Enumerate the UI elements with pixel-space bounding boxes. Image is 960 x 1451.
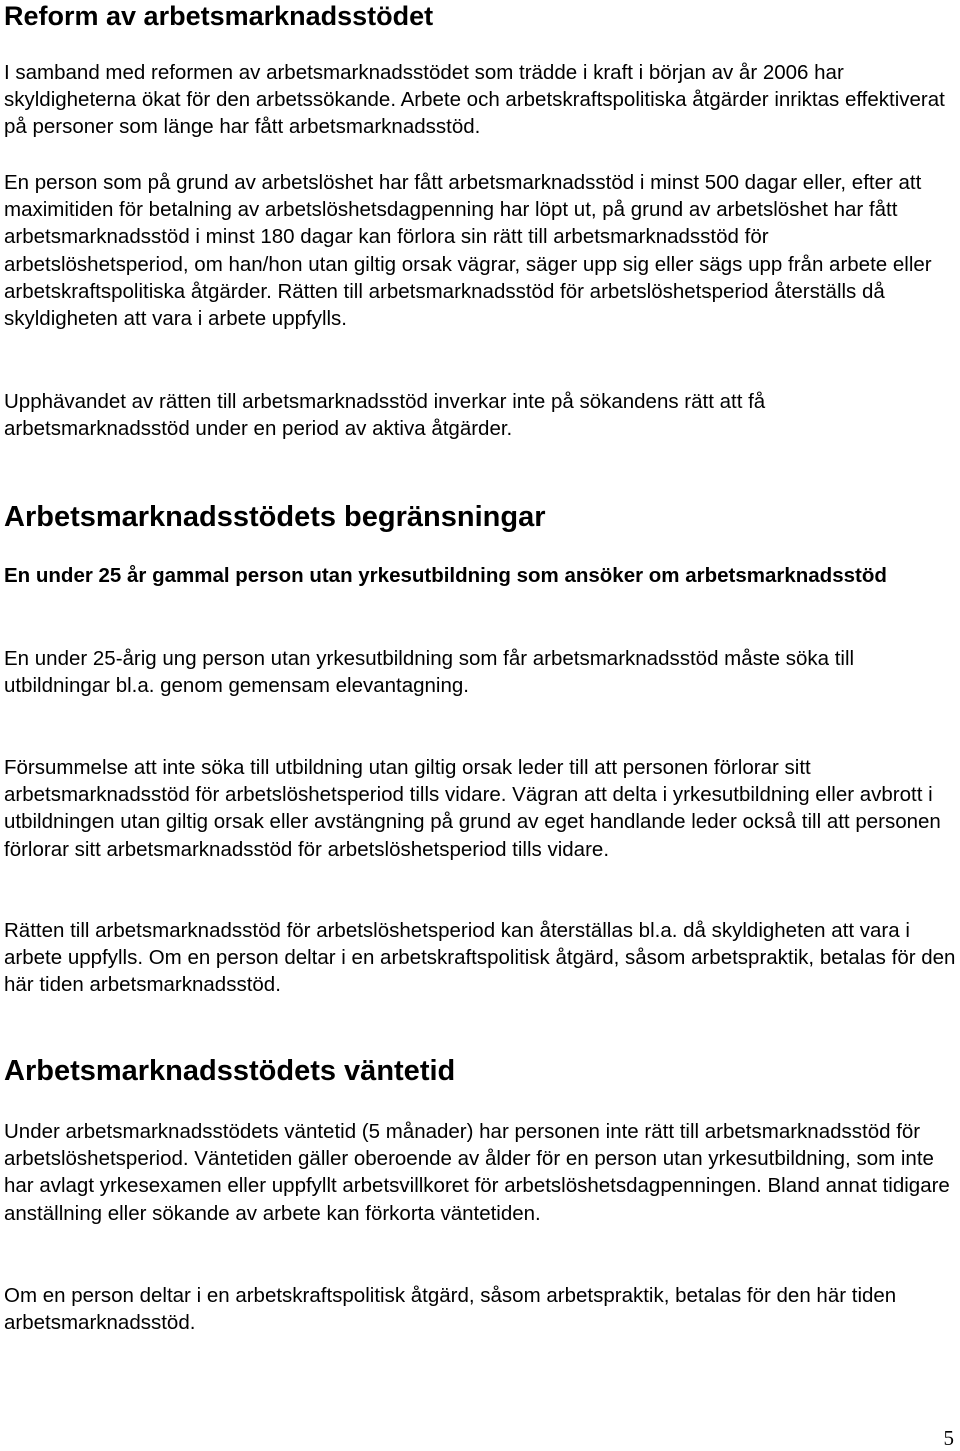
paragraph-reform-conditions: En person som på grund av arbetslöshet har fått arbetsmarknadsstöd i minst 500 dagar eller, efter att maximitiden för betalning av arbetslöshetsdagpenning har löpt ut, på grund av arbetslöshet har fått arbetsmarknadsstöd i minst 180 dagar kan förlora sin rätt till arbetsmarknadsstöd för arbetslöshetsperiod, om han/hon utan giltig orsak vägrar, säger upp sig eller sägs upp från arbete eller arbetskraftspolitiska åtgärder. Rätten till arbetsmarknadsstöd för arbetslöshetsperiod återställs då skyldigheten att vara i arbete uppfylls. <box>4 171 932 331</box>
paragraph-under-25-restoration: Rätten till arbetsmarknadsstöd för arbetslöshetsperiod kan återställas bl.a. då skyldigheten att vara i arbete uppfylls. Om en person deltar i en arbetskraftspolitisk åtgärd, såsom arbetspraktik, betalas för den här tiden arbetsmarknadsstöd. <box>4 919 956 997</box>
paragraph-waiting-period-measures: Om en person deltar i en arbetskraftspolitisk åtgärd, såsom arbetspraktik, betalas för den här tiden arbetsmarknadsstöd. <box>4 1284 897 1335</box>
section-title-limitations: Arbetsmarknadsstödets begränsningar <box>4 501 546 533</box>
subsection-title-under-25: En under 25 år gammal person utan yrkesutbildning som ansöker om arbetsmarknadsstöd <box>4 564 887 587</box>
paragraph-waiting-period: Under arbetsmarknadsstödets väntetid (5 månader) har personen inte rätt till arbetsmarknadsstöd för arbetslöshetsperiod. Väntetiden gäller oberoende av ålder för en person utan yrkesutbildning, som inte har avlagt yrkesexamen eller uppfyllt arbetsvillkoret för arbetslöshetsdagpenningen. Bland annat tidigare anställning eller sökande av arbete kan förkorta väntetiden. <box>4 1120 950 1225</box>
page-number: 5 <box>943 1426 954 1450</box>
section-title-reform: Reform av arbetsmarknadsstödet <box>4 1 434 31</box>
paragraph-reform-intro: I samband med reformen av arbetsmarknadsstödet som trädde i kraft i början av år 2006 har skyldigheterna ökat för den arbetssökande. Arbete och arbetskraftspolitiska åtgärder inriktas effektiverat på personer som länge har fått arbetsmarknadsstöd. <box>4 61 945 139</box>
section-title-waiting-period: Arbetsmarknadsstödets väntetid <box>4 1055 456 1087</box>
paragraph-reform-active-measures: Upphävandet av rätten till arbetsmarknadsstöd inverkar inte på sökandens rätt att få arbetsmarknadsstöd under en period av aktiva åtgärder. <box>4 390 766 441</box>
paragraph-under-25-requirement: En under 25-årig ung person utan yrkesutbildning som får arbetsmarknadsstöd måste söka till utbildningar bl.a. genom gemensam elevantagning. <box>4 647 855 698</box>
paragraph-under-25-consequences: Försummelse att inte söka till utbildning utan giltig orsak leder till att personen förlorar sitt arbetsmarknadsstöd för arbetslöshetsperiod tills vidare. Vägran att delta i yrkesutbildning eller avbrott i utbildningen utan giltig orsak eller avstängning på grund av eget handlande leder också till att personen förlorar sitt arbetsmarknadsstöd för arbetslöshetsperiod tills vidare. <box>4 756 941 861</box>
